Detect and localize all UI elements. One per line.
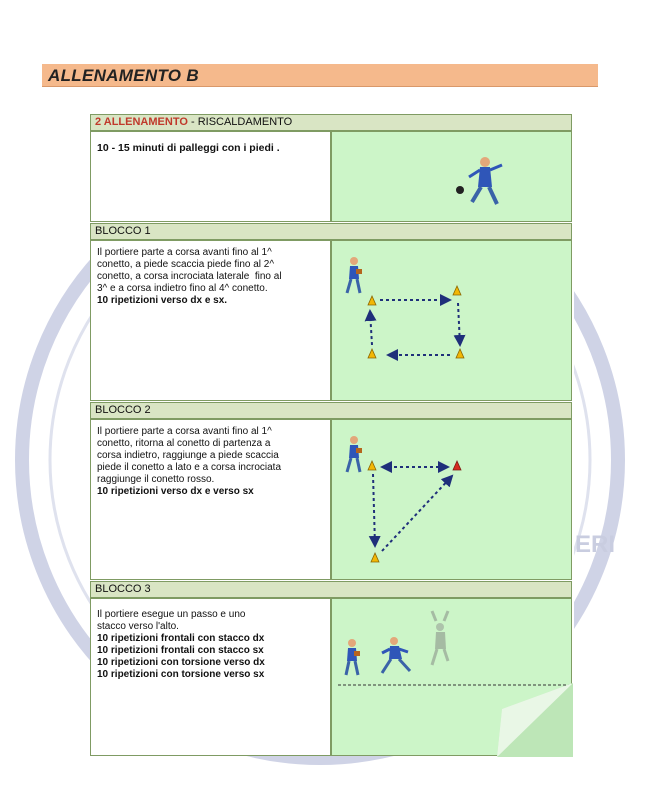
block3-reps: 10 ripetizioni frontali con stacco dx <box>97 633 265 644</box>
block1-diagram <box>331 240 572 401</box>
player-icon <box>469 157 502 204</box>
cone-icon <box>368 349 376 358</box>
block1-line: Il portiere parte a corsa avanti fino al 1^ <box>97 247 272 258</box>
block3-reps: 10 ripetizioni frontali con stacco sx <box>97 645 264 656</box>
block2-line: piede il conetto a lato e a corsa incrociata <box>97 462 281 473</box>
block2-line: corsa indietro, raggiunge a piede scaccia <box>97 450 279 461</box>
warmup-label: RISCALDAMENTO <box>197 116 293 128</box>
block3-reps: 10 ripetizioni con torsione verso dx <box>97 657 265 668</box>
cone-red-icon <box>453 461 461 470</box>
block2-title: BLOCCO 2 <box>95 404 151 416</box>
warmup-diagram <box>331 131 572 222</box>
block1-header <box>90 223 572 240</box>
cone-icon <box>456 349 464 358</box>
block3-text <box>90 598 331 756</box>
warmup-text <box>90 131 331 222</box>
cone-icon <box>368 461 376 470</box>
block1-line: conetto, a corsa incrociata laterale fino al <box>97 271 282 282</box>
arrow-icon <box>458 303 460 345</box>
block3-line: stacco verso l'alto. <box>97 621 179 632</box>
warmup-separator: - <box>187 116 198 128</box>
block2-line: conetto, ritorna al conetto di partenza a <box>97 438 271 449</box>
arrow-icon <box>382 476 452 551</box>
block1-reps: 10 ripetizioni verso dx e sx. <box>97 295 228 306</box>
arrow-icon <box>370 311 372 345</box>
player-icon <box>347 436 362 472</box>
block2-reps: 10 ripetizioni verso dx e verso sx <box>97 486 254 497</box>
player-icon <box>382 637 410 673</box>
block3-line: Il portiere esegue un passo e uno <box>97 609 246 620</box>
warmup-number: 2 ALLENAMENTO <box>95 116 188 128</box>
warmup-header <box>90 114 572 131</box>
player-icon <box>432 611 448 665</box>
cone-icon <box>371 553 379 562</box>
page-title: ALLENAMENTO B <box>48 66 199 85</box>
block1-line: conetto, a piede scaccia piede fino al 2^ <box>97 259 275 270</box>
block2-text <box>90 419 331 580</box>
ball-icon <box>456 186 464 194</box>
block2-header <box>90 402 572 419</box>
page-title-bar <box>42 64 598 87</box>
block1-text <box>90 240 331 401</box>
player-icon <box>347 257 362 293</box>
block2-diagram <box>331 419 572 580</box>
block1-line: 3^ e a corsa indietro fino al 4^ conetto. <box>97 283 268 294</box>
block3-diagram <box>331 598 572 756</box>
cone-icon <box>368 296 376 305</box>
block3-header <box>90 581 572 598</box>
training-sheet <box>90 114 574 756</box>
player-icon <box>346 639 360 675</box>
block3-reps: 10 ripetizioni con torsione verso sx <box>97 669 265 680</box>
cone-icon <box>453 286 461 295</box>
watermark-text: ERI <box>575 531 616 558</box>
block2-line: raggiunge il conetto rosso. <box>97 474 215 485</box>
arrow-icon <box>373 474 375 546</box>
block2-line: Il portiere parte a corsa avanti fino al 1^ <box>97 426 272 437</box>
block3-title: BLOCCO 3 <box>95 583 151 595</box>
warmup-text-line: 10 - 15 minuti di palleggi con i piedi . <box>97 142 280 154</box>
block1-title: BLOCCO 1 <box>95 225 151 237</box>
